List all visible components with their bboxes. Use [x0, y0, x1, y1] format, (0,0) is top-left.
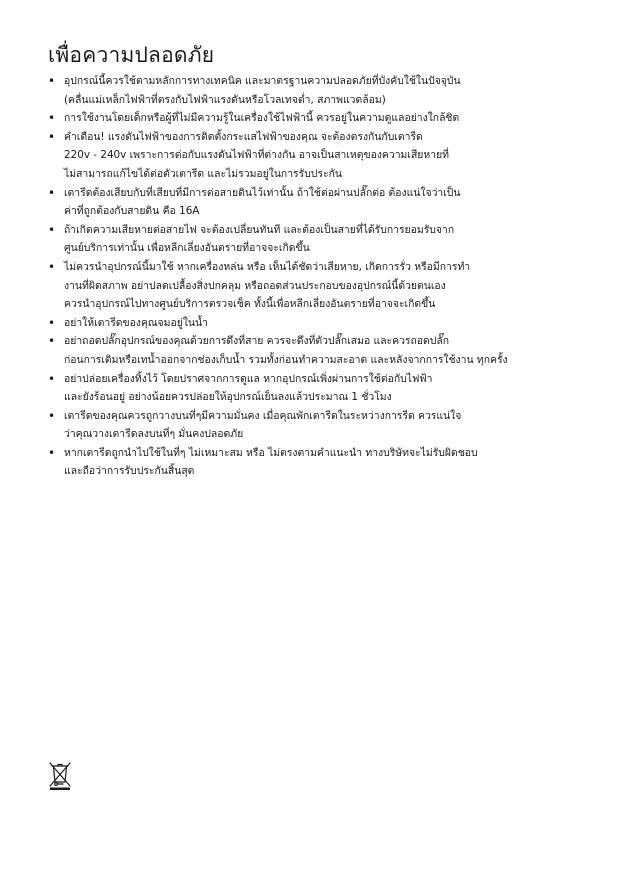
item-line: งานที่ผิดสภาพ อย่าปลดเปลื้องสิ่งปกคลุม หรือถอดส่วนประกอบของอุปกรณ์นี้ด้วยตนเอง — [64, 279, 446, 292]
bullet-icon: • — [48, 371, 56, 386]
item-line: และยังร้อนอยู่ อย่างน้อยควรปล่อยให้อุปกรณ์เย็นลงแล้วประมาณ 1 ชั่วโมง — [64, 391, 392, 404]
item-line: เตารีดต้องเสียบกับที่เสียบที่มีการต่อสายดินไว้เท่านั้น ถ้าใช้ต่อผ่านปลั๊กต่อ ต้องแน่ใจว่าเป็น — [64, 186, 461, 199]
bullet-icon: • — [48, 315, 56, 330]
bullet-icon: • — [48, 259, 56, 274]
item-line: ศูนย์บริการเท่านั้น เพื่อหลีกเลี่ยงอันตรายที่อาจจะเกิดขึ้น — [64, 242, 310, 255]
bullet-icon: • — [48, 74, 56, 88]
list-item — [48, 314, 588, 333]
item-line: ควรนำอุปกรณ์ไปทางศูนย์บริการตรวจเช็ค ทั้งนี้เพื่อหลีกเลี่ยงอันตรายที่อาจจะเกิดขึ้น — [64, 298, 436, 311]
list-item — [48, 184, 588, 221]
item-line: ไม่ควรนำอุปกรณ์นี้มาใช้ หากเครื่องหล่น หรือ เห็นได้ชัดว่าเสียหาย, เกิดการรั่ว หรือมีการทำ — [64, 260, 471, 273]
bullet-icon: • — [48, 185, 56, 200]
bullet-icon: • — [48, 445, 56, 460]
list-item — [48, 444, 588, 481]
item-line: อย่าถอดปลั๊กอุปกรณ์ของคุณด้วยการดึงที่สาย ควรจะดึงที่ตัวปลั๊กเสมอ และควรถอดปลั๊ก — [64, 335, 450, 348]
crossed-out-wheelie-bin-icon — [48, 760, 72, 790]
bullet-icon: • — [48, 129, 56, 144]
item-line: และถือว่าการรับประกันสิ้นสุด — [64, 465, 195, 478]
list-item — [48, 128, 588, 184]
list-item — [48, 109, 588, 128]
list-item — [48, 407, 588, 444]
item-line: อย่าให้เตารีดของคุณจมอยู่ในน้ำ — [64, 316, 208, 329]
item-line: ไม่สามารถแก้ไขได้ต่อตัวเตารีด และไม่รวมอยู่ในการรับประกัน — [64, 167, 342, 180]
item-line: ก่อนการเติมหรือเทน้ำออกจากช่องเก็บน้ำ รวมทั้งก่อนทำความสะอาด และหลังจากการใช้งาน ทุกครั้ง — [64, 353, 508, 366]
list-item — [48, 332, 588, 369]
item-line: เตารีดของคุณควรถูกวางบนที่ๆมีความมั่นคง เมื่อคุณพักเตารีดในระหว่างการรีด ควรแน่ใจ — [64, 409, 462, 422]
list-item — [48, 72, 588, 109]
item-line: การใช้งานโดยเด็กหรือผู้ที่ไม่มีความรู้ในเครื่องใช้ไฟฟ้านี้ ควรอยู่ในความดูแลอย่างใกล้ชิด — [64, 112, 460, 125]
item-line: อุปกรณ์นี้ควรใช้ตามหลักการทางเทคนิค และมาตรฐานความปลอดภัยที่บังคับใช้ในปัจจุบัน — [64, 75, 461, 87]
list-item — [48, 258, 588, 314]
item-line: 220v - 240v เพราะการต่อกับแรงดันไฟฟ้าที่ต่างกัน อาจเป็นสาเหตุของความเสียหายที่ — [64, 149, 450, 162]
list-item — [48, 370, 588, 407]
item-line: (คลื่นแม่เหล็กไฟฟ้าที่ตรงกับไฟฟ้าแรงดันหรือโวลเทจต่ำ, สภาพแวดล้อม) — [64, 93, 386, 106]
bullet-icon: • — [48, 222, 56, 237]
safety-instructions-list — [48, 72, 588, 481]
item-line: คำเตือน! แรงดันไฟฟ้าของการติดตั้งกระแสไฟฟ้าของคุณ จะต้องตรงกันกับเตารีด — [64, 130, 423, 143]
bullet-icon: • — [48, 111, 56, 126]
item-line: ถ้าเกิดความเสียหายต่อสายไฟ จะต้องเปลี่ยนทันที และต้องเป็นสายที่ได้รับการยอมรับจาก — [64, 223, 455, 236]
list-item — [48, 221, 588, 258]
item-line: ว่าคุณวางเตารีดลงบนที่ๆ มั่นคงปลอดภัย — [64, 428, 244, 441]
item-line: ค่าที่ถูกต้องกับสายดิน คือ 16A — [64, 205, 200, 218]
bullet-icon: • — [48, 334, 56, 349]
bullet-icon: • — [48, 408, 56, 423]
item-line: อย่าปล่อยเครื่องทิ้งไว้ โดยปราศจากการดูแล หากอุปกรณ์เพิ่งผ่านการใช้ต่อกับไฟฟ้า — [64, 372, 433, 385]
page-title: เพื่อความปลอดภัย — [48, 43, 215, 67]
item-line: หากเตารีดถูกนำไปใช้ในที่ๆ ไม่เหมาะสม หรือ ไม่ตรงตามคำแนะนำ ทางบริษัทจะไม่รับผิดชอบ — [64, 446, 478, 459]
